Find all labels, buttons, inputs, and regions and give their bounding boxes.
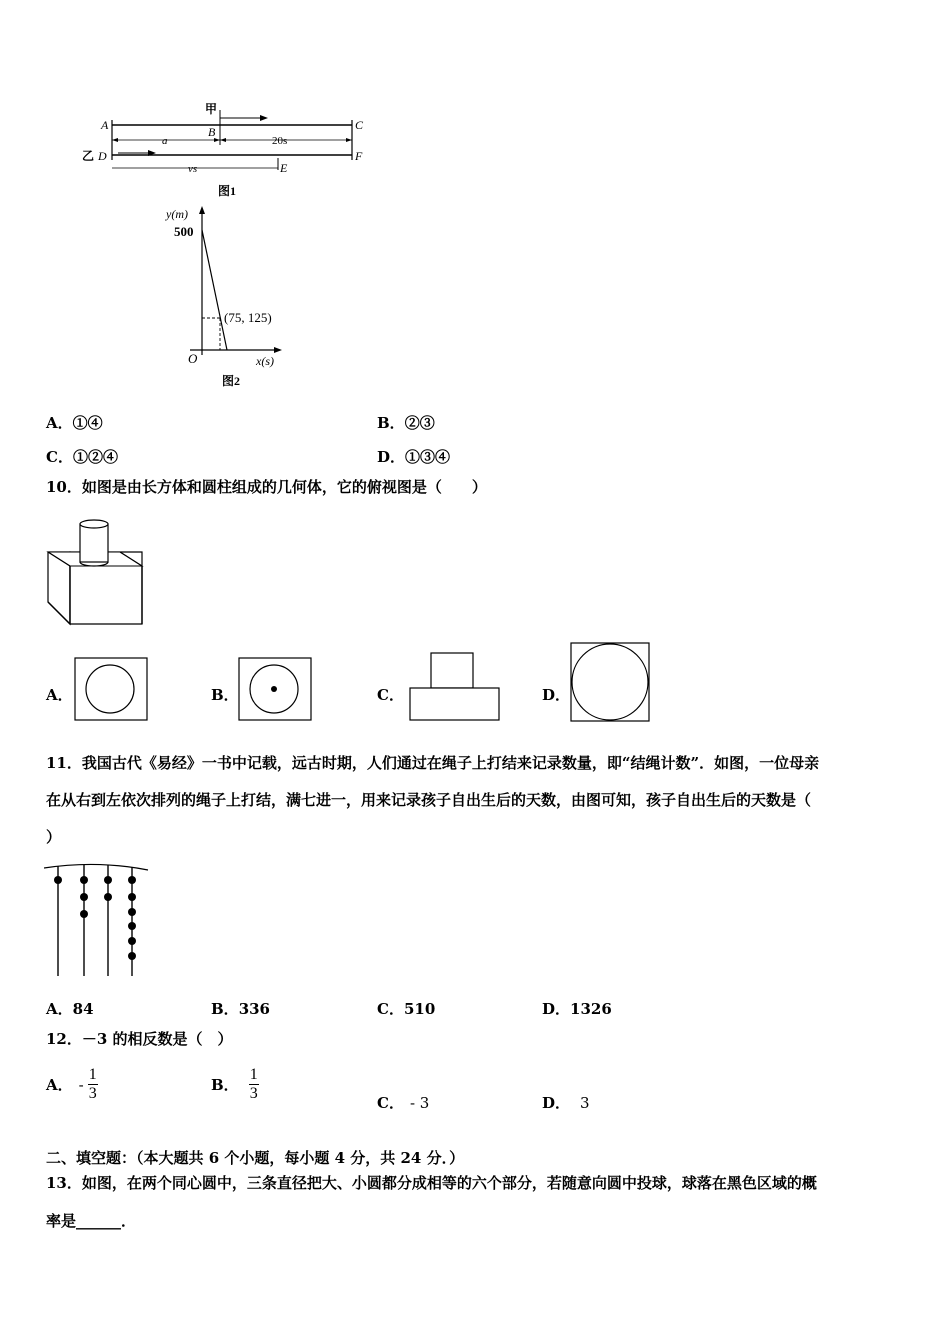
q10-stem: 10．如图是由长方体和圆柱组成的几何体，它的俯视图是（ ） [46, 478, 487, 496]
seg-a: a [162, 135, 168, 147]
q12-stem: 12．－3 的相反数是（ ） [46, 1030, 233, 1048]
y-tick-500: 500 [174, 224, 194, 239]
point-f: F [355, 149, 363, 163]
q10-solid-figure [44, 516, 148, 628]
point-d: D [98, 149, 107, 163]
point-e: E [280, 161, 288, 175]
q12-option-a-sign: - [78, 1075, 84, 1094]
q10-option-b-figure[interactable] [238, 657, 312, 721]
point-b: B [208, 125, 216, 139]
q12-option-b-fraction: $\frac{1}{3}$ [249, 1066, 258, 1102]
label-yi: 乙 [82, 149, 95, 163]
q9-figure1 [70, 100, 380, 200]
q10-option-d-label[interactable]: D． [542, 686, 571, 704]
q10-option-a-figure[interactable] [74, 657, 148, 721]
point-label: (75, 125) [224, 310, 272, 325]
q10-option-d-figure[interactable] [570, 642, 650, 722]
q11-option-a[interactable]: A．84 [46, 1000, 94, 1018]
point-c: C [355, 118, 364, 132]
q13-line2: 率是______． [46, 1212, 137, 1230]
q9-option-b[interactable]: B．②③ [377, 414, 435, 432]
q12-option-b[interactable]: B． $\frac{1}{3}$ [211, 1066, 258, 1102]
q10-option-c-label[interactable]: C． [377, 686, 404, 704]
origin-label: O [188, 351, 198, 366]
q11-knot-figure [44, 862, 150, 978]
seg-20s: 20s [272, 135, 288, 147]
y-axis-label: y(m) [166, 207, 188, 221]
q12-option-a[interactable]: A． - $\frac{1}{3}$ [46, 1066, 97, 1102]
q12-option-d[interactable]: D． 3 [542, 1094, 590, 1112]
q13-line1: 13．如图，在两个同心圆中，三条直径把大、小圆都分成相等的六个部分，若随意向圆中投球，球落在黑色区域的概 [46, 1174, 817, 1192]
section2-heading: 二、填空题：（本大题共 6 个小题，每小题 4 分，共 24 分．） [46, 1149, 465, 1167]
q9-figure2 [160, 200, 300, 395]
q9-option-c[interactable]: C．①②④ [46, 448, 118, 466]
q11-line2: 在从右到左依次排列的绳子上打结，满七进一，用来记录孩子自出生后的天数，由图可知，孩子自出生后的天数是（ [46, 791, 812, 809]
q9-option-d[interactable]: D．①③④ [377, 448, 451, 466]
q12-option-c[interactable]: C． - 3 [377, 1094, 430, 1112]
x-axis-label: x(s) [256, 354, 274, 368]
q11-option-c[interactable]: C．510 [377, 1000, 436, 1018]
q9-option-a[interactable]: A．①④ [46, 414, 103, 432]
q10-option-b-label[interactable]: B． [211, 686, 239, 704]
q11-line3: ） [46, 828, 62, 846]
q12-option-a-fraction: $\frac{1}{3}$ [88, 1066, 97, 1102]
q11-option-d[interactable]: D．1326 [542, 1000, 612, 1018]
figure2-caption: 图2 [222, 374, 241, 388]
figure1-caption: 图1 [218, 184, 237, 198]
point-a: A [101, 118, 109, 132]
q10-option-a-label[interactable]: A． [46, 686, 73, 704]
q11-line1: 11．我国古代《易经》一书中记载，远古时期，人们通过在绳子上打结来记录数量，即“结绳计数”．如图，一位母亲 [46, 754, 820, 772]
seg-vs: vs [188, 163, 198, 175]
q11-option-b[interactable]: B．336 [211, 1000, 270, 1018]
label-jia: 甲 [205, 102, 218, 116]
q10-option-c-figure[interactable] [409, 652, 501, 722]
